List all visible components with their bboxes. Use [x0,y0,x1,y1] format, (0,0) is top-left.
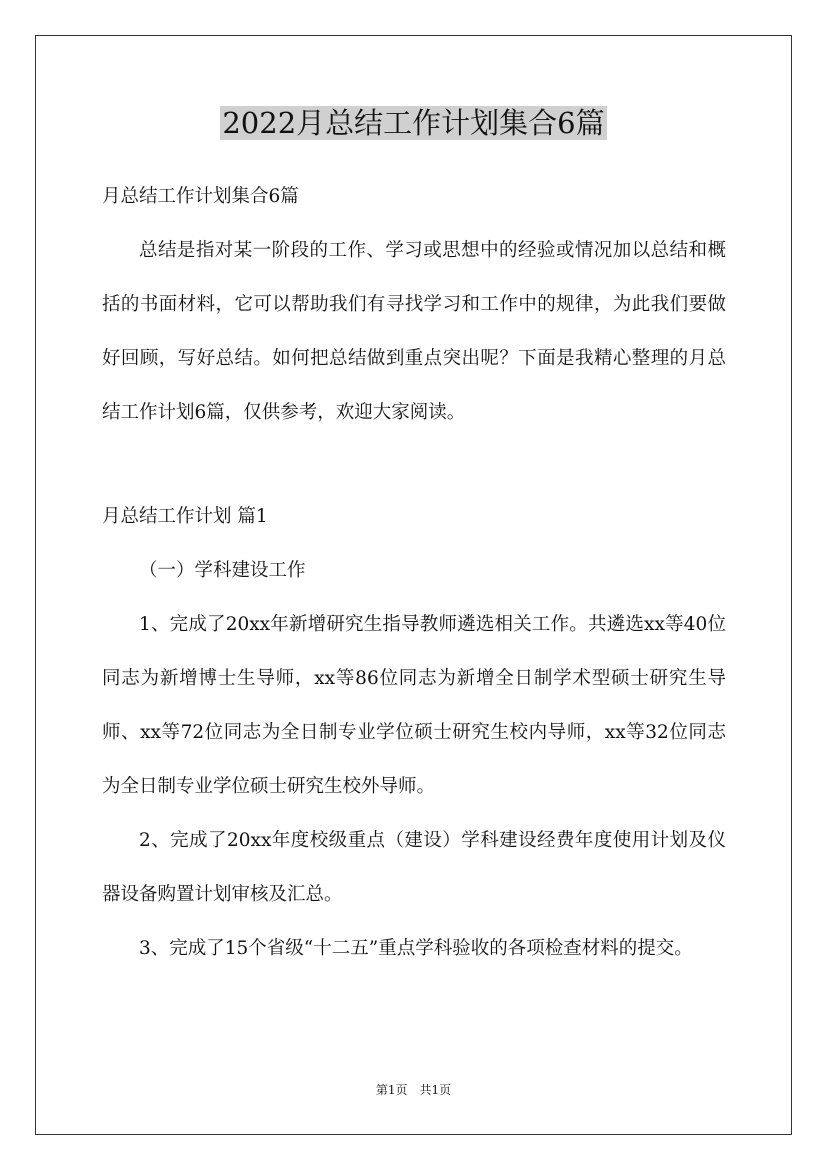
spacer [102,440,726,490]
list-item: 2、完成了20xx年度校级重点（建设）学科建设经费年度使用计划及仪器设备购置计划审核及汇总。 [102,830,726,905]
list-item: 1、完成了20xx年新增研究生指导教师遴选相关工作。共遴选xx等40位同志为新增博士生导师，xx等86位同志为新增全日制学术型硕士研究生导师、xx等72位同志为全日制专业学位硕士研究生校内导师，xx等32位同志为全日制专业学位硕士研究生校外导师。 [102,614,726,797]
document-title [0,103,827,143]
section-heading: 月总结工作计划 篇1 [102,506,268,527]
intro-paragraph: 总结是指对某一阶段的工作、学习或思想中的经验或情况加以总结和概括的书面材料，它可以帮助我们有寻找学习和工作中的规律，为此我们要做好回顾，写好总结。如何把总结做到重点突出呢？下面是我精心整理的月总结工作计划6篇，仅供参考，欢迎大家阅读。 [102,240,726,423]
document-title-text: 2022月总结工作计划集合6篇 [222,106,605,140]
section-subheading: （一）学科建设工作 [139,560,306,581]
list-item: 3、完成了15个省级“十二五”重点学科验收的各项检查材料的提交。 [139,938,693,959]
document-body [102,170,726,976]
subtitle-line: 月总结工作计划集合6篇 [102,186,299,207]
page-footer: 第1页 共1页 [375,1083,452,1097]
